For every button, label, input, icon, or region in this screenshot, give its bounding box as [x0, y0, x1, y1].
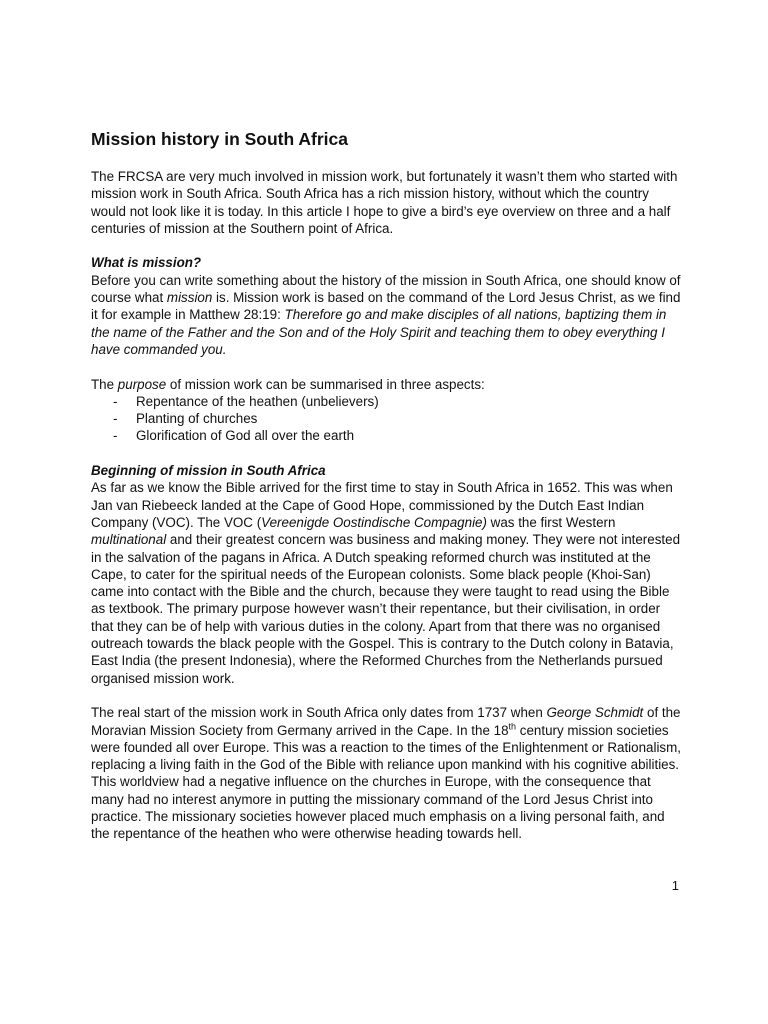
purpose-list: [91, 393, 683, 445]
purpose-text-2: of mission work can be summarised in three aspects:: [166, 376, 485, 392]
purpose-intro: [91, 376, 683, 393]
list-dash: -: [113, 411, 118, 427]
beginning-section: [91, 462, 683, 687]
real-start-text-3: century mission societies were founded all over Europe. This was a reaction to the times of the Enlightenment or Rationalism, replacing a living faith in the God of the Bible with reliance upon mankind with his cognitive abilities. This worldview had a negative influence on the churches in Europe, with the consequence that many had no interest anymore in putting the missionary command of the Lord Jesus Christ into practice. The missionary societies however placed much emphasis on a living personal faith, and the repentance of the heathen who were otherwise heading towards hell.: [91, 722, 681, 842]
what-is-mission-section: [91, 254, 683, 358]
what-is-mission-text-1: Before you can write something about the history of the mission in South Africa, one should know of course what: [91, 272, 681, 306]
what-is-mission-heading: What is mission?: [91, 255, 202, 271]
what-is-mission-em-mission: mission: [166, 290, 213, 306]
list-dash: -: [113, 393, 118, 409]
document-title: Mission history in South Africa: [91, 129, 349, 149]
purpose-text-1: The: [91, 376, 118, 392]
real-start-text-2: of the Moravian Mission Society from Germany arrived in the Cape. In the 18: [91, 705, 681, 738]
matthew-quote: Therefore go and make disciples of all nations, baptizing them in the name of the Father and the Son and of the Holy Spirit and teaching them to obey everything I have commanded you.: [91, 307, 667, 357]
beginning-heading: Beginning of mission in South Africa: [91, 463, 326, 479]
what-is-mission-text-2: is. Mission work is based on the command of the Lord Jesus Christ, as we find it for example in Matthew 28:19:: [91, 290, 681, 323]
purpose-list-item: [91, 393, 683, 410]
real-start-text-1: The real start of the mission work in South Africa only dates from 1737 when: [91, 705, 547, 721]
purpose-item-label: Repentance of the heathen (unbelievers): [136, 393, 379, 409]
george-schmidt-em: George Schmidt: [546, 705, 644, 721]
purpose-list-item: [91, 427, 683, 444]
multinational-em: multinational: [91, 532, 167, 548]
purpose-em: purpose: [117, 376, 167, 392]
real-start-paragraph: [91, 704, 683, 842]
purpose-item-label: Planting of churches: [136, 411, 258, 427]
list-dash: -: [113, 428, 118, 444]
purpose-item-label: Glorification of God all over the earth: [136, 428, 355, 444]
page-number: 1: [671, 878, 679, 893]
beginning-text-1: As far as we know the Bible arrived for the first time to stay in South Africa in 1652. This was when Jan van Riebeeck landed at the Cape of Good Hope, commissioned by the Dutch East Indian Company (VOC). The VOC (: [91, 480, 673, 530]
beginning-text-2: was the first Western: [486, 514, 616, 530]
intro-paragraph: The FRCSA are very much involved in mission work, but fortunately it wasn’t them who started with mission work in South Africa. South Africa has a rich mission history, without which the country would not look like it is today. In this article I hope to give a bird’s eye overview on three and a half centuries of mission at the Southern point of Africa.: [91, 169, 678, 236]
document-body: [91, 128, 683, 860]
ordinal-suffix: th: [508, 721, 517, 732]
purpose-section: [91, 376, 683, 445]
beginning-text-3: and their greatest concern was business and making money. They were not interested in the salvation of the pagans in Africa. A Dutch speaking reformed church was instituted at the Cape, to cater for the spiritual needs of the European colonists. Some black people (Khoi-San) came into contact with the Bible and the church, because they were taught to read using the Bible as textbook. The primary purpose however wasn’t their repentance, but their civilisation, in order that they can be of help with various duties in the colony. Apart from that there was no organised outreach towards the black people with the Gospel. This is contrary to the Dutch colony in Batavia, East India (the present Indonesia), where the Reformed Churches from the Netherlands pursued organised mission work.: [91, 532, 681, 686]
voc-full-name: Vereenigde Oostindische Compagnie): [261, 514, 487, 530]
purpose-list-item: [91, 410, 683, 427]
